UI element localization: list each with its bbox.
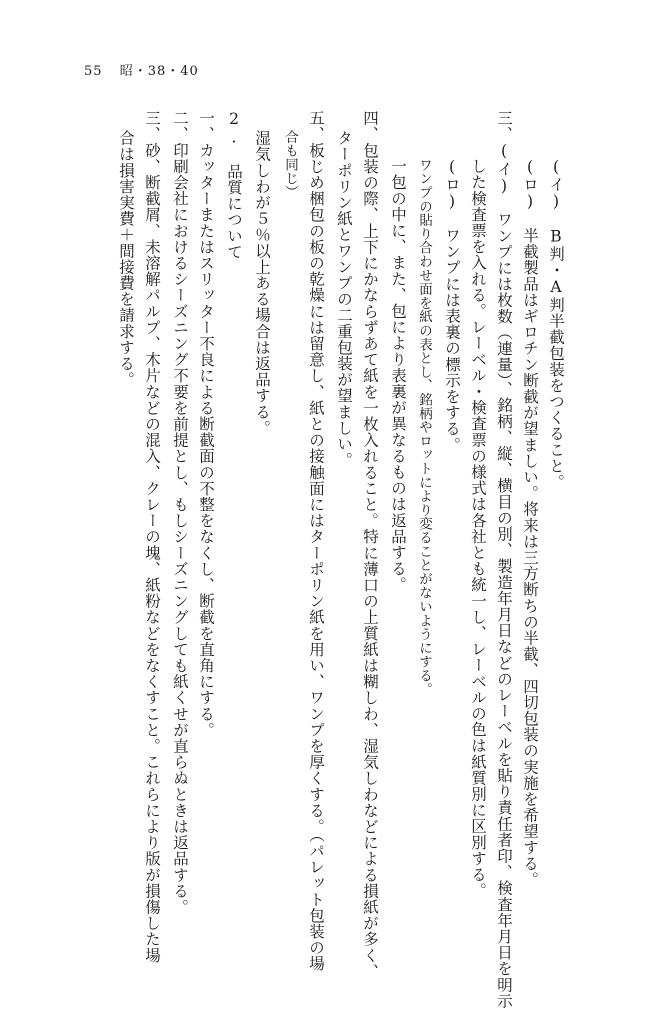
text-column: 五、板じめ梱包の板の乾燥には留意し、紙との接触面にはターポリン紙を用い、ワンプを厚くする。（パレット包装の場 xyxy=(307,110,325,972)
text-column: ワンプの貼り合わせ面を紙の表とし、銘柄やロットにより変ることがないようにする。 xyxy=(416,158,432,697)
text-column: 合は損害実費＋間接費を請求する。 xyxy=(117,130,135,388)
text-column: 合も同じ） xyxy=(282,130,298,199)
page-header xyxy=(84,60,199,79)
text-column: 一包の中に、また、包により表裏が異なるものは返品する。 xyxy=(389,158,407,593)
section-heading: 2. 品質について xyxy=(225,110,243,260)
text-column: 湿気しわが５％以上ある場合は返品する。 xyxy=(253,130,271,436)
text-column: 四、包装の際、上下にかならずあて紙を一枚入れること。特に薄口の上質紙は糊しわ、湿気しわなどによる損紙が多く、 xyxy=(361,110,379,980)
document-code: 昭・38・40 xyxy=(119,64,199,79)
page-number: 55 xyxy=(84,64,103,79)
text-column: ターポリン紙とワンプの二重包装が望ましい。 xyxy=(335,130,353,469)
text-column: 一、カッターまたはスリッター不良による断截面の不整をなくし、断截を直角にする。 xyxy=(197,110,215,738)
text-column: (イ) B判・A判半截包装をつくること。 xyxy=(547,158,565,490)
text-column: 三、砂、断截屑、未溶解パルプ、木片などの混入、クレーの塊、紙粉などをなくすこと。これらにより版が損傷した場 xyxy=(143,110,161,964)
text-column: (ロ) ワンプには表裏の標示をする。 xyxy=(443,158,461,453)
text-column: 二、印刷会社におけるシーズニング不要を前提とし、もしシーズニングしても紙くせが直らぬときは返品する。 xyxy=(171,110,189,915)
text-column: 三、(イ) ワンプには枚数（連量）、銘柄、縦、横目の別、製造年月日などのレーベルを貼り責任者印、検査年月日を明示 xyxy=(495,110,513,1009)
text-column: した検査票を入れる。レーベル・検査票の様式は各社とも統一し、レーベルの色は紙質別に区別する。 xyxy=(469,158,487,899)
text-column: (ロ) 半截製品はギロチン断截が望ましい。将来は三方断ちの半截、四切包装の実施を希望する。 xyxy=(521,158,539,888)
